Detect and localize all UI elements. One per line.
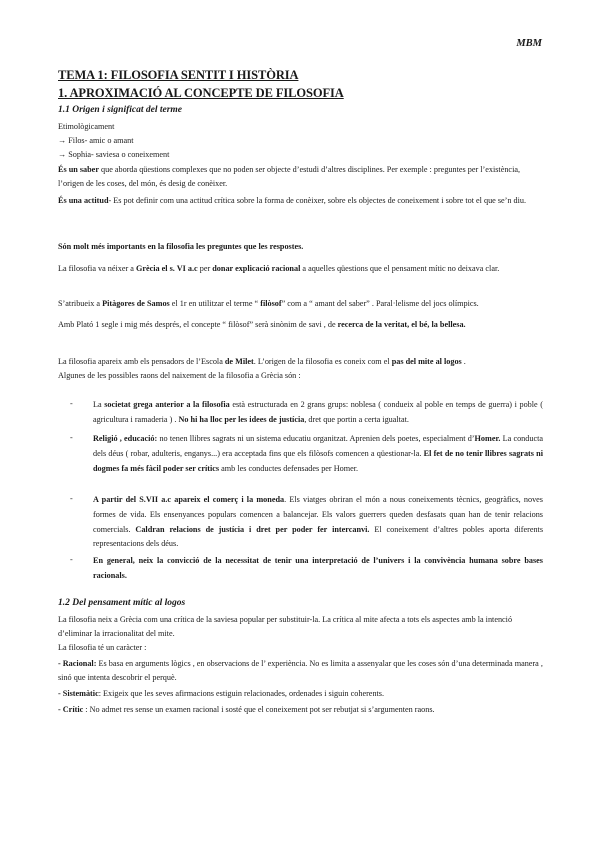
bold-text: Grècia el s. VI a.c [135, 264, 198, 273]
bold-text: El fet de no tenir llibres sagrats ni dogmes fa més fàcil poder ser crítics [93, 448, 543, 473]
main-title: TEMA 1: FILOSOFIA SENTIT I HISTÒRIA [58, 68, 299, 82]
paragraph-milet [58, 355, 546, 369]
bullet-dash: - [70, 555, 73, 564]
bold-text: Homer. [474, 434, 501, 443]
text: Es basa en arguments lògics , en observacions de l’ experiència. No es limita a assenyalar que les coses són d’una determinada manera , sinó que intenta descobrir el perquè. [58, 659, 543, 682]
characteristic-critical [58, 703, 546, 717]
text-line: La filosofia té un caràcter : [58, 643, 147, 652]
text: el 1r en utilitzar el terme “ [169, 299, 261, 308]
bullet-item-society [93, 398, 543, 428]
text-line: → Filos- amic o amant [58, 136, 134, 145]
bullet-dash: - [70, 494, 73, 503]
text: amb les conductes defensades per Homer. [219, 463, 359, 473]
paragraph-text: - Es pot definir com una actitud crítica sobre la forma de conèixer, sobre els objectes de coneixement i sobre tot el que se’n diu. [108, 196, 527, 205]
paragraph-myth-critique: La filosofia neix a Grècia com una crítica de la saviesa popular per substituir-la. La crítica al mite afecta a tots els aspectes amb la intenció d’eliminar la irracionalitat del mite. [58, 615, 513, 638]
text-line: Algunes de les possibles raons del naixement de la filosofia a Grècia són : [58, 371, 301, 380]
text: . [461, 357, 466, 366]
bold-text: - Racional: [58, 659, 97, 668]
text: La conducta dels déus ( robar, adulteris, enganys...) era acceptada fins que els filòsofs comencen a qüestionar-la. [93, 434, 544, 458]
characteristic-systematic [58, 687, 546, 701]
subsection-heading-1-2: 1.2 Del pensament mític al logos [58, 598, 186, 608]
bold-term: És una actitud [58, 196, 109, 205]
bullet-dash: - [70, 399, 73, 408]
bullet-dash: - [70, 433, 73, 442]
text: . L’origen de la filosofia es coneix com el [253, 357, 392, 366]
text-line: → Sophia- saviesa o coneixement [58, 150, 170, 159]
bullet-item-commerce [93, 493, 543, 552]
bullet-item-religion [93, 432, 543, 476]
text: Amb Plató 1 segle i mig més després, el concepte “ filòsof” serà sinònim de savi , de [58, 320, 338, 329]
header-initials: MBM [516, 38, 542, 49]
bold-text: societat grega anterior a la filosofia [104, 400, 230, 409]
text: La [93, 400, 105, 409]
text: no tenen llibres sagrats ni un sistema educatiu organitzat. Aprenien dels poetes, especialment d’ [157, 434, 475, 443]
text: : Exigeix que les seves afirmacions estiguin relacionades, ordenades i siguin coherents. [98, 689, 385, 698]
paragraph-text: que aborda qüestions complexes que no poden ser objecte d’estudi d’altres disciplines. Per exemple : preguntes per l’existència, l’origen de les coses, del món, és desig de conèixer. [58, 165, 521, 188]
bold-text: pas del mite al logos [391, 357, 462, 366]
text: La filosofia va néixer a [58, 264, 136, 273]
bold-text: Caldran relacions de justícia i dret per poder fer intercanvi. [135, 524, 370, 534]
important-statement: Són molt més importants en la filosofia les preguntes que les respostes. [58, 242, 304, 251]
paragraph-actitud [58, 194, 546, 208]
text: : No admet res sense un examen racional i sosté que el coneixement pot ser rebutjat si s’argumenten raons. [83, 705, 435, 714]
bold-text: Religió , educació: [93, 434, 158, 443]
bullet-item-conviction: En general, neix la convicció de la necessitat de tenir una interpretació de l’univers i la convivència humana sobre bases racionals. [93, 556, 543, 580]
bold-text: filòsof [260, 299, 282, 308]
bold-text: donar explicació racional [212, 264, 301, 273]
paragraph-origin [58, 262, 546, 276]
text: , dret que portin a certa igualtat. [304, 414, 409, 424]
paragraph-saber [58, 163, 546, 191]
text: a aquelles qüestions que el pensament mític no deixava clar. [300, 264, 500, 273]
bold-text: No hi ha lloc per les idees de justícia [178, 414, 305, 424]
bold-term: És un saber [58, 165, 99, 174]
text: ” com a “ amant del saber” . Paral·lelisme del jocs olímpics. [281, 299, 479, 308]
bold-text: - Crític [58, 705, 84, 714]
text: està estructurada en 2 grans grups: noblesa ( condueix al poble en temps de guerra) i poble ( agricultura i ramaderia ) . [93, 400, 543, 424]
text-line: Etimològicament [58, 122, 115, 131]
text: El coneixement d’altres pobles aporta diferents representacions dels déus. [93, 524, 544, 549]
paragraph-plato [58, 318, 546, 332]
text: per [197, 264, 213, 273]
paragraph-pythagoras [58, 297, 546, 311]
characteristic-rational [58, 657, 546, 685]
text: . Els viatges obriran el món a nous coneixements tècnics, geogràfics, noves formes de vida. Els ensenyances populars comencen a balancejar. Els valors guerrers queden desfasats quan han de tenir relacions comercials. [93, 495, 543, 534]
bold-text: - Sistemàtic [58, 689, 99, 698]
bold-text: A partir del S.VII a.c apareix el comerç i la moneda [93, 495, 285, 504]
text: La filosofia apareix amb els pensadors de l’Escola [58, 357, 225, 366]
bold-text: de Milet [224, 357, 254, 366]
text: S’atribueix a [58, 299, 103, 308]
bold-text: Pitàgores de Samos [102, 299, 170, 308]
subsection-heading-1-1: 1.1 Origen i significat del terme [58, 105, 183, 115]
bold-text: recerca de la veritat, el bé, la bellesa. [337, 320, 466, 329]
section-title: 1. APROXIMACIÓ AL CONCEPTE DE FILOSOFIA [58, 86, 344, 100]
